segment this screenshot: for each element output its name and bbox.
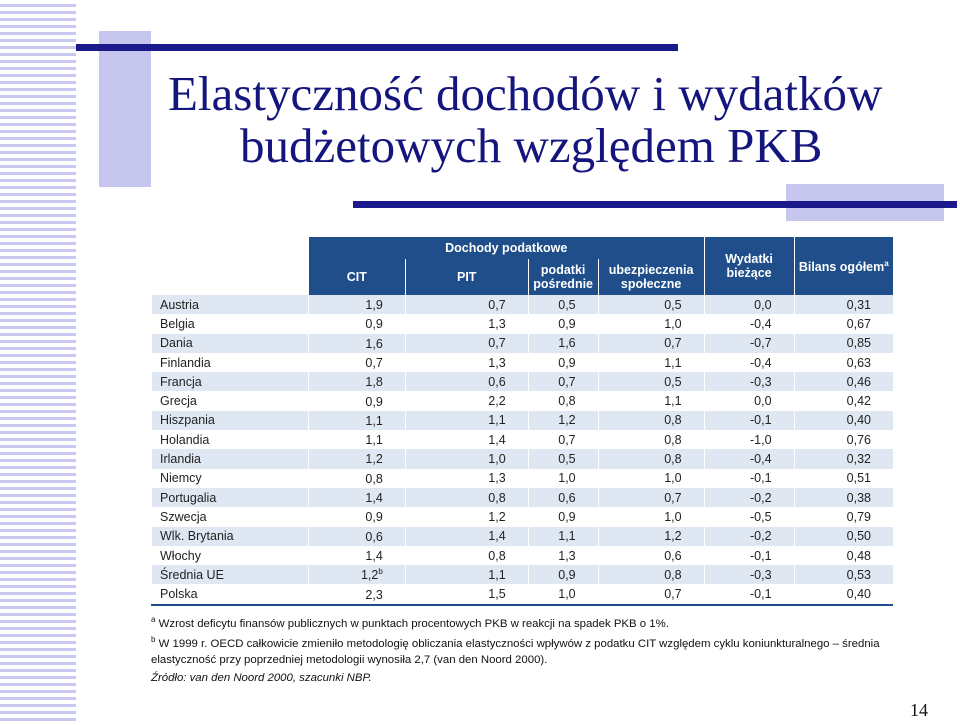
table-row [152,295,894,314]
cell-expenditure-value: -1,0 [749,432,772,447]
cell-balance-value: 0,46 [846,374,871,389]
cell-cit-value: 1,8 [365,375,383,390]
cell-country [152,469,309,488]
cell-pit-value: 1,2 [488,509,506,524]
cell-indirect-taxes-value: 0,5 [558,452,576,467]
cell-balance [794,391,893,410]
cell-expenditure-value: -0,4 [749,452,772,467]
cell-country-value: Średnia UE [160,567,224,582]
cell-country-value: Polska [160,587,198,602]
cell-balance-value: 0,32 [846,452,871,467]
cell-cit-value: 1,6 [365,336,383,351]
cell-indirect-taxes-value: 0,7 [558,432,576,447]
cell-social-insurance [598,372,704,391]
cell-indirect-taxes-value: 1,6 [558,336,576,351]
cell-country-value: Portugalia [160,490,217,505]
cell-cit [308,391,405,410]
cell-social-insurance [598,449,704,468]
cell-expenditure [704,430,794,449]
header-indirect-taxes: podatki pośrednie [528,259,598,295]
cell-country [152,314,309,333]
cell-pit-value: 1,3 [488,355,506,370]
cell-social-insurance-value: 0,8 [664,567,682,582]
cell-balance [794,372,893,391]
cell-country-value: Francja [160,374,202,389]
cell-pit [405,372,528,391]
cell-pit-value: 2,2 [488,394,506,409]
table-row [152,334,894,353]
cell-cit-value: 0,8 [365,471,383,486]
table-row [152,507,894,526]
cell-country-value: Grecja [160,394,197,409]
cell-indirect-taxes [528,546,598,565]
cell-country [152,488,309,507]
cell-pit-value: 0,8 [488,490,506,505]
cell-social-insurance-value: 0,7 [664,587,682,602]
cell-balance-value: 0,38 [846,490,871,505]
cell-pit [405,334,528,353]
table-row [152,449,894,468]
table-body [152,295,894,605]
cell-indirect-taxes [528,507,598,526]
footnote-a-marker: a [151,615,156,624]
cell-indirect-taxes-value: 1,2 [558,413,576,428]
cell-expenditure-value: -0,5 [749,509,772,524]
cell-indirect-taxes [528,372,598,391]
cell-social-insurance-value: 0,8 [664,452,682,467]
cell-expenditure-value: -0,1 [749,471,772,486]
cell-pit-value: 1,5 [488,587,506,602]
cell-pit-value: 1,1 [488,567,506,582]
cell-expenditure [704,295,794,314]
cell-expenditure [704,353,794,372]
cell-pit [405,391,528,410]
cell-country-value: Dania [160,336,193,351]
cell-indirect-taxes-value: 0,8 [558,394,576,409]
footnotes [151,612,901,686]
cell-cit-value: 1,2 [365,452,383,467]
cell-balance-value: 0,79 [846,509,871,524]
cell-expenditure [704,546,794,565]
cell-cit [308,353,405,372]
cell-social-insurance [598,527,704,546]
cell-cit [308,334,405,353]
cell-social-insurance [598,565,704,584]
cell-expenditure [704,449,794,468]
cell-expenditure [704,584,794,604]
cell-expenditure-value: -0,2 [749,490,772,505]
cell-expenditure [704,334,794,353]
cell-balance-value: 0,48 [846,548,871,563]
cell-indirect-taxes-value: 0,9 [558,316,576,331]
source-note: Źródło: van den Noord 2000, szacunki NBP. [151,671,372,684]
cell-pit [405,430,528,449]
cell-expenditure-value: 0,0 [754,297,772,312]
cell-country-value: Belgia [160,316,195,331]
cell-cit [308,565,405,584]
slide-title-line1: Elastyczność dochodów i wydatków [168,66,883,121]
header-expenditure: Wydatki bieżące [704,237,794,295]
cell-indirect-taxes-value: 0,6 [558,490,576,505]
cell-social-insurance-value: 1,0 [664,316,682,331]
cell-pit [405,353,528,372]
cell-cit-value: 0,9 [365,317,383,332]
table-row [152,372,894,391]
cell-pit [405,295,528,314]
cell-pit-value: 1,0 [488,452,506,467]
table-row [152,353,894,372]
cell-balance-value: 0,40 [846,413,871,428]
cell-expenditure-value: -0,1 [749,413,772,428]
cell-expenditure [704,391,794,410]
cell-pit-value: 1,3 [488,471,506,486]
cell-cit [308,372,405,391]
cell-indirect-taxes [528,469,598,488]
cell-expenditure [704,411,794,430]
cell-expenditure [704,565,794,584]
cell-country [152,565,309,584]
cell-pit [405,449,528,468]
cell-balance [794,546,893,565]
cell-balance [794,488,893,507]
cell-indirect-taxes-value: 0,9 [558,509,576,524]
cell-pit-value: 0,7 [488,336,506,351]
cell-expenditure-value: -0,7 [749,336,772,351]
cell-social-insurance [598,584,704,604]
cell-social-insurance [598,469,704,488]
footnote-b [151,632,901,668]
cell-cit [308,488,405,507]
cell-country [152,527,309,546]
cell-cit [308,430,405,449]
cell-expenditure-value: -0,1 [749,587,772,602]
cell-social-insurance-value: 0,7 [664,490,682,505]
cell-pit [405,314,528,333]
cell-balance-value: 0,31 [846,297,871,312]
cell-social-insurance-value: 0,5 [664,374,682,389]
cell-balance [794,449,893,468]
cell-expenditure [704,527,794,546]
cell-country [152,584,309,604]
cell-country-value: Austria [160,297,199,312]
header-pit: PIT [405,259,528,295]
page-number: 14 [910,700,928,720]
cell-expenditure [704,488,794,507]
cell-country-value: Finlandia [160,355,211,370]
cell-country [152,391,309,410]
cell-expenditure-value: -0,4 [749,316,772,331]
cell-indirect-taxes [528,430,598,449]
cell-cit-value: 1,4 [365,549,383,564]
decorative-stripes [0,0,76,725]
cell-cit [308,507,405,526]
cell-country [152,430,309,449]
cell-social-insurance [598,391,704,410]
cell-country [152,353,309,372]
cell-country-value: Holandia [160,432,210,447]
cell-social-insurance-value: 0,8 [664,413,682,428]
header-blank-2 [152,259,309,295]
cell-balance [794,584,893,604]
cell-social-insurance [598,295,704,314]
cell-cit [308,469,405,488]
cell-pit-value: 1,1 [488,413,506,428]
cell-cit-value: 1,1 [365,414,383,428]
cell-cit-value: 1,4 [365,491,383,506]
cell-pit [405,527,528,546]
header-tax-revenue: Dochody podatkowe [308,237,704,259]
table-row [152,546,894,565]
cell-pit-value: 0,6 [488,374,506,389]
cell-social-insurance-value: 1,1 [664,394,682,409]
cell-social-insurance-value: 0,8 [664,432,682,447]
slide-title [168,68,948,172]
header-balance-note: a [884,259,889,269]
footnote-a [151,612,901,632]
cell-pit [405,546,528,565]
cell-country [152,372,309,391]
cell-social-insurance [598,507,704,526]
table-row [152,527,894,546]
cell-cit-note: b [378,567,383,577]
cell-cit-value: 0,7 [365,356,383,371]
cell-cit [308,295,405,314]
cell-country [152,449,309,468]
cell-country [152,507,309,526]
table-row [152,391,894,410]
table-row [152,314,894,333]
cell-social-insurance [598,546,704,565]
cell-social-insurance-value: 0,6 [664,548,682,563]
cell-country-value: Hiszpania [160,413,215,428]
cell-cit-value: 0,6 [365,529,383,544]
cell-indirect-taxes [528,314,598,333]
footnote-b-text: W 1999 r. OECD całkowicie zmieniło metodologię obliczania elastyczności wpływów z podatku CIT względem cyklu koniunkturalnego – średnia elastyczność przy poprzedniej metodologii wynosiła 2,7 (van den Noord 2000). [151,637,880,666]
cell-indirect-taxes [528,391,598,410]
cell-indirect-taxes [528,565,598,584]
cell-cit-value: 2,3 [365,587,383,602]
cell-balance-value: 0,76 [846,432,871,447]
cell-pit [405,469,528,488]
table-row [152,565,894,584]
cell-social-insurance [598,353,704,372]
cell-expenditure [704,469,794,488]
cell-indirect-taxes-value: 1,0 [558,587,576,602]
cell-social-insurance [598,430,704,449]
cell-balance-value: 0,51 [846,471,871,486]
header-blank [152,237,309,259]
cell-indirect-taxes-value: 1,0 [558,471,576,486]
cell-indirect-taxes-value: 0,5 [558,297,576,312]
cell-cit-value: 1,2 [360,568,379,583]
title-rule-bottom [353,201,957,208]
cell-balance [794,565,893,584]
header-social-insurance: ubezpieczenia społeczne [598,259,704,295]
cell-cit [308,411,405,430]
cell-cit [308,449,405,468]
cell-social-insurance-value: 0,5 [664,297,682,312]
table-row [152,584,894,604]
cell-country-value: Irlandia [160,452,201,467]
header-cit: CIT [308,259,405,295]
cell-indirect-taxes [528,584,598,604]
cell-country [152,334,309,353]
cell-social-insurance [598,334,704,353]
cell-balance-value: 0,67 [846,316,871,331]
cell-cit-value: 1,1 [365,433,383,448]
cell-cit [308,584,405,604]
cell-expenditure [704,372,794,391]
cell-indirect-taxes [528,353,598,372]
table-row [152,430,894,449]
cell-social-insurance [598,488,704,507]
cell-balance [794,507,893,526]
cell-expenditure-value: -0,2 [749,529,772,544]
cell-indirect-taxes-value: 1,3 [558,548,576,563]
cell-cit [308,527,405,546]
cell-balance [794,527,893,546]
cell-indirect-taxes-value: 0,9 [558,567,576,582]
cell-indirect-taxes [528,334,598,353]
cell-balance [794,469,893,488]
cell-balance-value: 0,40 [846,587,871,602]
cell-country [152,411,309,430]
elasticity-table [151,237,893,606]
cell-social-insurance [598,411,704,430]
footnote-b-marker: b [151,634,156,644]
cell-indirect-taxes [528,527,598,546]
cell-cit [308,546,405,565]
cell-pit-value: 0,8 [488,548,506,563]
table-row [152,411,894,430]
cell-pit-value: 1,3 [488,316,506,331]
cell-cit-value: 0,9 [365,394,383,409]
cell-cit [308,314,405,333]
table-row [152,488,894,507]
cell-expenditure-value: -0,3 [749,374,772,389]
table-row [152,469,894,488]
cell-social-insurance-value: 1,2 [664,529,682,544]
cell-social-insurance-value: 0,7 [664,336,682,351]
cell-balance [794,314,893,333]
cell-indirect-taxes [528,411,598,430]
cell-pit [405,488,528,507]
cell-expenditure [704,314,794,333]
cell-pit [405,565,528,584]
cell-pit-value: 1,4 [488,529,506,544]
cell-country-value: Szwecja [160,509,207,524]
cell-balance-value: 0,85 [846,336,871,351]
cell-balance [794,430,893,449]
cell-social-insurance-value: 1,0 [664,509,682,524]
cell-indirect-taxes [528,449,598,468]
cell-pit [405,584,528,604]
cell-expenditure-value: 0,0 [754,394,772,409]
cell-indirect-taxes-value: 0,9 [558,355,576,370]
elasticity-table-container [151,237,893,606]
cell-indirect-taxes [528,488,598,507]
cell-expenditure [704,507,794,526]
footnote-a-text: Wzrost deficytu finansów publicznych w punktach procentowych PKB w reakcji na spadek PKB o 1%. [158,617,669,630]
cell-balance [794,295,893,314]
cell-balance-value: 0,53 [846,567,871,582]
header-balance [794,237,893,295]
cell-cit-value: 1,9 [365,298,383,313]
cell-balance [794,353,893,372]
cell-cit-value: 0,9 [365,510,383,525]
cell-social-insurance-value: 1,0 [664,471,682,486]
cell-pit [405,507,528,526]
header-balance-label: Bilans ogółem [798,260,885,275]
cell-expenditure-value: -0,3 [749,567,772,582]
cell-expenditure-value: -0,1 [749,548,772,563]
cell-expenditure-value: -0,4 [749,355,772,370]
cell-balance-value: 0,42 [846,394,871,409]
cell-country-value: Wlk. Brytania [160,529,234,544]
cell-pit-value: 0,7 [488,297,506,312]
title-accent-block [99,31,151,187]
cell-indirect-taxes-value: 1,1 [558,529,576,544]
cell-social-insurance-value: 1,1 [664,355,682,370]
slide-title-line2: budżetowych względem PKB [240,118,823,173]
cell-balance [794,411,893,430]
cell-balance-value: 0,63 [846,355,871,370]
cell-social-insurance [598,314,704,333]
cell-pit-value: 1,4 [488,432,506,447]
cell-indirect-taxes [528,295,598,314]
title-rule-top [76,44,678,51]
cell-country [152,295,309,314]
cell-country-value: Włochy [160,548,201,563]
cell-indirect-taxes-value: 0,7 [558,374,576,389]
cell-pit [405,411,528,430]
cell-country-value: Niemcy [160,471,202,486]
cell-country [152,546,309,565]
cell-balance-value: 0,50 [846,529,871,544]
cell-balance [794,334,893,353]
